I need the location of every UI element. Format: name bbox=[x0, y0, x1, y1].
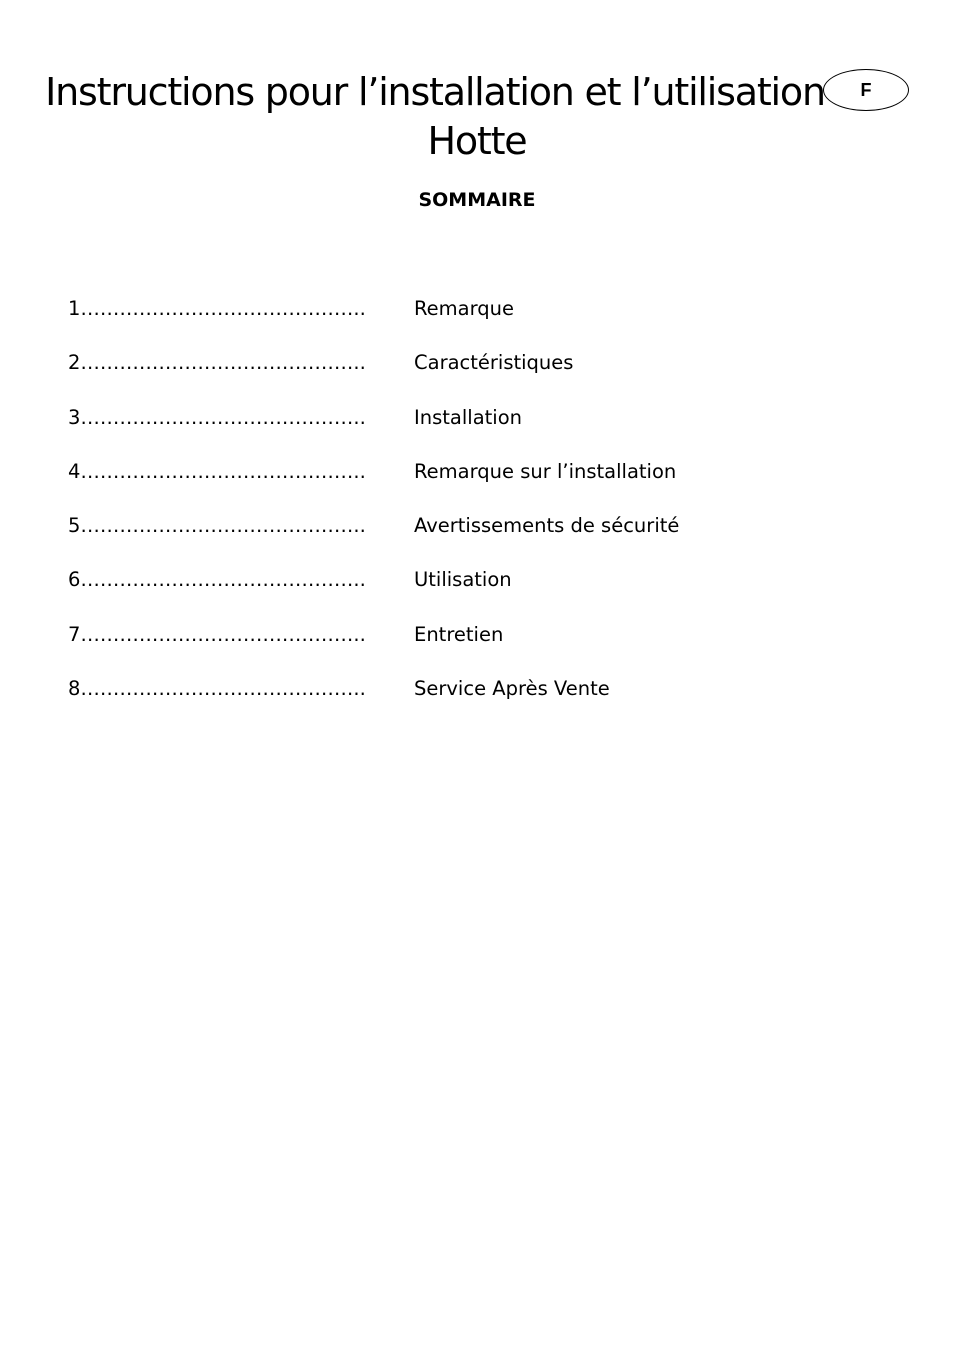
toc-item-title: Entretien bbox=[414, 622, 504, 646]
toc-item-number: 8…………………………………….. bbox=[68, 677, 366, 701]
toc-item-number: 1…………………………………….. bbox=[68, 297, 366, 320]
toc-item bbox=[68, 622, 868, 676]
toc-item-title: Service Après Vente bbox=[414, 677, 610, 701]
toc-item bbox=[68, 296, 868, 350]
toc-item-title: Remarque sur l’installation bbox=[414, 459, 677, 483]
document-subtitle: Hotte bbox=[427, 119, 527, 163]
toc-item-number: 5…………………………………….. bbox=[68, 514, 366, 538]
toc-item-number: 6…………………………………….. bbox=[68, 568, 366, 592]
toc-item-title: Utilisation bbox=[414, 568, 512, 592]
toc-item bbox=[68, 567, 868, 621]
toc-item-number: 3…………………………………….. bbox=[68, 405, 366, 429]
toc-item-title: Remarque bbox=[414, 297, 515, 320]
toc-item-number: 7…………………………………….. bbox=[68, 622, 366, 646]
toc-item-number: 4…………………………………….. bbox=[68, 459, 366, 483]
toc-item-title: Installation bbox=[414, 405, 523, 429]
document-title: Instructions pour l’installation et l’utilisation bbox=[45, 70, 825, 114]
summary-heading: SOMMAIRE bbox=[418, 189, 536, 211]
toc-item-title: Caractéristiques bbox=[414, 351, 574, 375]
language-badge: F bbox=[823, 69, 909, 111]
toc-item-title: Avertissements de sécurité bbox=[414, 514, 680, 538]
toc-item bbox=[68, 350, 868, 404]
toc-item bbox=[68, 676, 868, 730]
toc-item bbox=[68, 405, 868, 459]
toc-item-number: 2…………………………………….. bbox=[68, 351, 366, 375]
toc-item bbox=[68, 513, 868, 567]
toc-item bbox=[68, 459, 868, 513]
table-of-contents bbox=[68, 296, 868, 730]
